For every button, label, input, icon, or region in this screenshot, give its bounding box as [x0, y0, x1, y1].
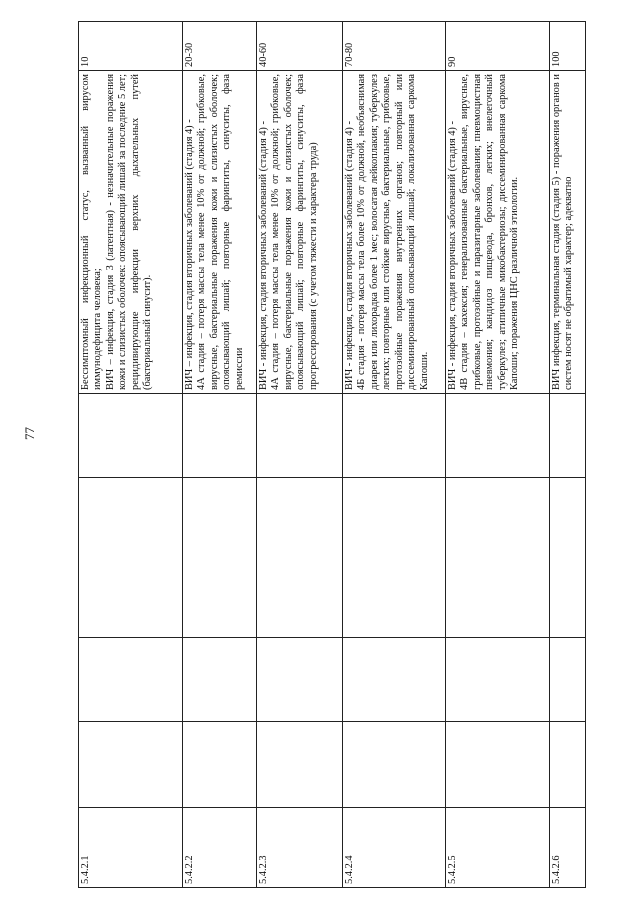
description-line: ВИЧ – инфекция, стадия вторичных заболеваний (стадия 4) - [184, 119, 195, 390]
empty-cell [446, 722, 550, 808]
row-percent: 70-80 [343, 22, 446, 71]
row-code: 5.4.2.1 [79, 808, 183, 888]
table-row [343, 22, 446, 888]
row-percent: 10 [79, 22, 183, 71]
description-line: ВИЧ - инфекция, стадия вторичных заболеваний (стадия 4) - [258, 121, 269, 390]
description-line: ВИЧ инфекция, терминальная стадия (стадия 5) - поражения органов и систем носят не обратимый характер; адекватно [551, 74, 575, 390]
empty-cell [79, 722, 183, 808]
empty-cell [550, 722, 586, 808]
description-line: 4В стадия – кахексия; генерализованные бактериальные, вирусные, грибковые, протозойные и паразитарные заболевания; пневмоцистная пневмония; кандидоз пищевода, бронхов, легких; внелегочный туберкулез; атипичные микобактериозы; диссеминированная саркома Капоши; поражения ЦНС различной этиологии. [459, 74, 521, 390]
page-number: 77 [22, 427, 37, 440]
empty-cell [257, 722, 343, 808]
row-description [79, 71, 183, 394]
table-row [183, 22, 257, 888]
empty-cell [446, 478, 550, 638]
row-code: 5.4.2.3 [257, 808, 343, 888]
empty-cell [257, 478, 343, 638]
row-percent: 40-60 [257, 22, 343, 71]
table-row [79, 22, 183, 888]
description-line: 4Б стадия - потеря массы тела более 10% от должной, необъяснимая диарея или лихорадка более 1 мес; волосатая лейкоплакия; туберкулез легких; повторные или стойкие вирусные, бактериальные, грибковые, протозойные поражения внутренних органов; повторный или диссеминированный опоясывающий лишай; локализованная саркома Капоши. [356, 74, 430, 390]
empty-cell [79, 638, 183, 722]
empty-cell [79, 478, 183, 638]
description-line: Бессимптомный инфекционный статус, вызванный вирусом иммунодефицита человека; [80, 74, 104, 390]
empty-cell [183, 394, 257, 478]
empty-cell [183, 722, 257, 808]
description-line: ВИЧ - инфекция, стадия вторичных заболеваний (стадия 4) - [447, 121, 458, 390]
empty-cell [550, 638, 586, 722]
row-description [446, 71, 550, 394]
empty-cell [343, 478, 446, 638]
empty-cell [446, 394, 550, 478]
empty-cell [343, 722, 446, 808]
description-line: 4А стадия – потеря массы тела менее 10% от должной; грибковые, вирусные, бактериальные поражения кожи и слизистых оболочек; опоясывающий лишай; повторные фарингиты, синуситы, фаза ремиссии [196, 74, 245, 390]
row-percent: 90 [446, 22, 550, 71]
row-code: 5.4.2.2 [183, 808, 257, 888]
row-description [257, 71, 343, 394]
disability-criteria-table [78, 21, 586, 888]
table-row [446, 22, 550, 888]
description-line: ВИЧ - инфекция, стадия вторичных заболеваний (стадия 4) - [344, 121, 355, 390]
description-line: ВИЧ – инфекция, стадия 3 (латентная) - незначительные поражения кожи и слизистых оболочек: опоясывающий лишай за последние 5 лет; рецидивирующие инфекции верхних дыхательных путей (бактериальный синусит). [104, 74, 154, 390]
empty-cell [257, 394, 343, 478]
empty-cell [550, 394, 586, 478]
row-percent: 20-30 [183, 22, 257, 71]
rotated-page-content [78, 22, 586, 888]
empty-cell [446, 638, 550, 722]
empty-cell [183, 638, 257, 722]
row-description [550, 71, 586, 394]
table-row [257, 22, 343, 888]
row-description [343, 71, 446, 394]
row-percent: 100 [550, 22, 586, 71]
empty-cell [343, 638, 446, 722]
row-code: 5.4.2.6 [550, 808, 586, 888]
empty-cell [257, 638, 343, 722]
empty-cell [79, 394, 183, 478]
row-code: 5.4.2.5 [446, 808, 550, 888]
row-description [183, 71, 257, 394]
table-row [550, 22, 586, 888]
empty-cell [343, 394, 446, 478]
description-line: 4А стадия – потеря массы тела менее 10% от должной; грибковые, вирусные, бактериальные поражения кожи и слизистых оболочек; опоясывающий лишай; повторные фарингиты, синуситы, фаза прогрессирования (с учетом тяжести и характера труда) [270, 74, 319, 390]
empty-cell [183, 478, 257, 638]
empty-cell [550, 478, 586, 638]
row-code: 5.4.2.4 [343, 808, 446, 888]
